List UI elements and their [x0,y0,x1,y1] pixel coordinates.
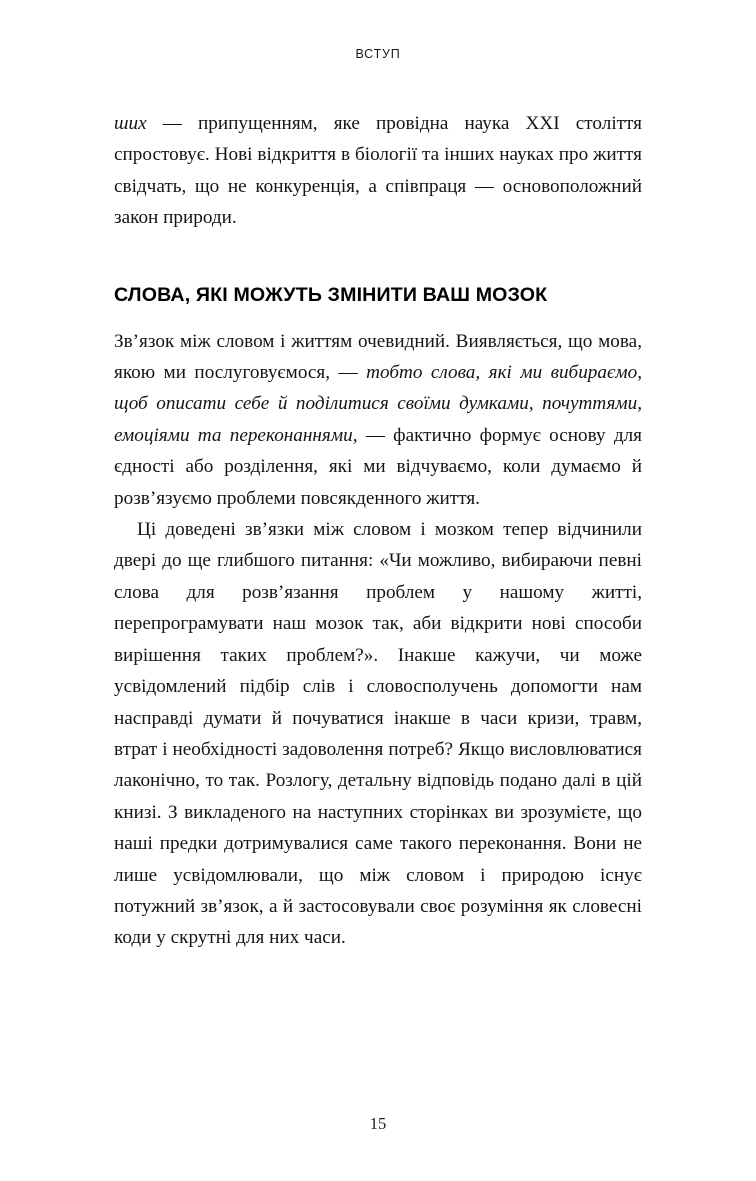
italic-run: тобто слова, які ми вибираємо, щоб описати себе й поділитися своїми думками, почуттями, емоціями та переконаннями, [114,362,642,446]
roman-run: — фактично формує основу для єдності або розділення, які ми відчуваємо, коли думаємо й розв’язуємо проблеми повсякденного життя. [114,424,642,509]
page-number: 15 [369,1114,387,1133]
paragraph-continued [114,108,642,234]
roman-run: Ці доведені зв’язки між словом і мозком тепер відчинили двері до ще глибшого питання: «Чи можливо, вибираючи певні слова для розв’язання проблем у нашому житті, перепрограмувати наш мозок так, аби відкрити нові способи вирішення таких проблем?». Інакше кажучи, чи може усвідомлений підбір слів і словосполучень допомогти нам насправді думати й почуватися інакше в часи кризи, травм, втрат і необхідності задоволення потреб? Якщо висловлюватися лаконічно, то так. Розлогу, детальну відповідь подано далі в цій книзі. З викладеного на наступних сторінках ви зрозумієте, що наші предки дотримувалися саме такого переконання. Вони не лише усвідомлювали, що між словом і природою існує потужний зв’язок, а й застосовували своє розуміння як словесні коди у скрутні для них часи. [114,519,642,949]
section-heading: СЛОВА, ЯКІ МОЖУТЬ ЗМІНИТИ ВАШ МОЗОК [114,283,548,306]
paragraph-words-brain [114,326,642,514]
italic-run: ших [114,113,147,134]
text-column [114,108,642,954]
spacer-before-heading [114,234,642,283]
paragraph-deeper-question [114,514,642,954]
roman-run: Зв’язок між словом і життям очевидний. Виявляється, що мова, якою ми послуговуємося, — [114,330,642,384]
running-header: ВСТУП [355,47,401,61]
roman-run: — припущенням, яке провідна наука XXI століття спростовує. Нові відкриття в біології та інших науках про життя свідчать, що не конкуренція, а співпраця — основоположний закон природи. [114,113,642,229]
spacer-after-heading [114,307,642,326]
